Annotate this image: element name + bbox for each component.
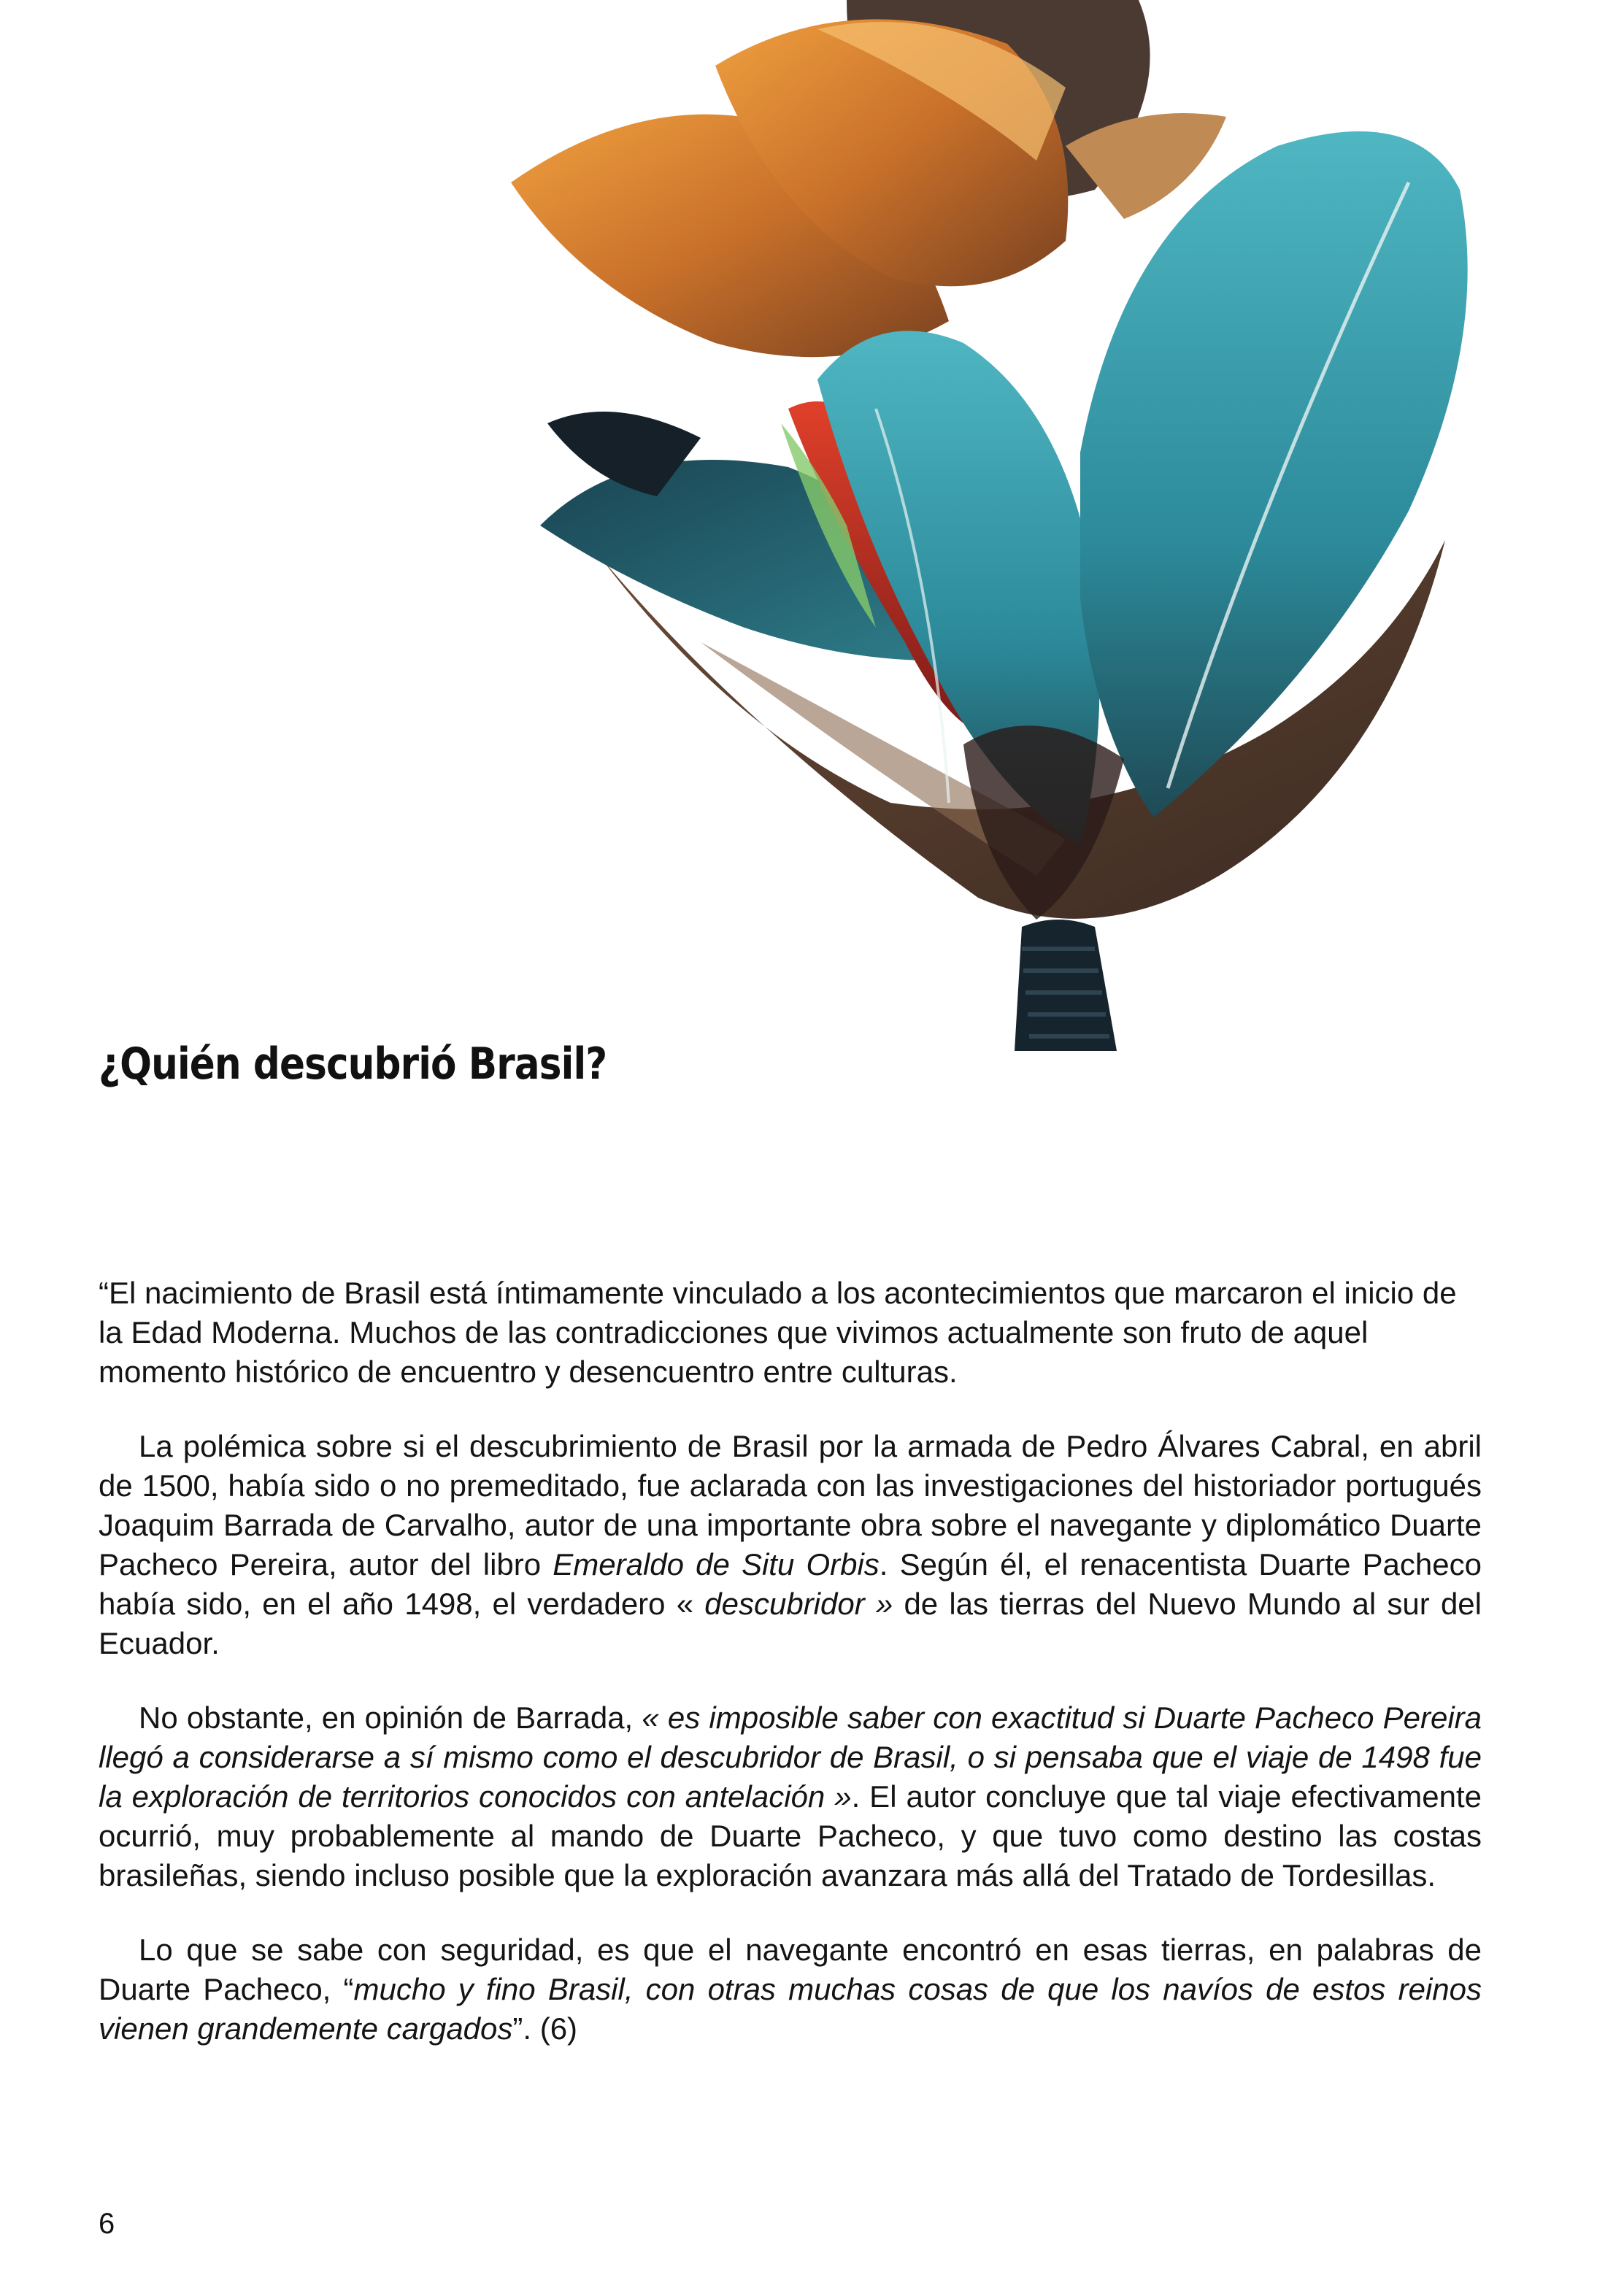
feather-photo bbox=[438, 0, 1518, 1051]
paragraph-cabral-text-1: La polémica sobre si el descubrimiento de Brasil por la armada de Pedro Álvares Cabral, en abril de 1500, había sido o no premeditado, fue aclarada con las investigaciones del historiador portugués Joaquim Barrada de Carvalho, autor de una importante obra sobre el navegante y diplomático Duarte Pacheco Pereira, autor del libro bbox=[99, 1429, 1482, 1582]
paragraph-cabral-text-3: de las tierras del Nuevo Mundo al sur del Ecuador. bbox=[99, 1587, 1482, 1660]
book-title: Emeraldo de Situ Orbis bbox=[553, 1547, 880, 1582]
paragraph-conclusion-text-1: Lo que se sabe con seguridad, es que el navegante encontró en esas tierras, en palabras de Duarte Pacheco, “ bbox=[99, 1933, 1482, 2006]
paragraph-barrada-text-1: No obstante, en opinión de Barrada, bbox=[139, 1700, 642, 1735]
page-title: ¿Quién descubrió Brasil? bbox=[99, 1039, 607, 1090]
barrada-quote: « es imposible saber con exactitud si Duarte Pacheco Pereira llegó a considerarse a sí mismo como el descubridor de Brasil, o si pensaba que el viaje de 1498 fue la exploración de territorios conocidos con antelación » bbox=[99, 1700, 1482, 1814]
paragraph-intro: “El nacimiento de Brasil está íntimamente vinculado a los acontecimientos que marcaron el inicio de la Edad Moderna. Muchos de las contradicciones que vivimos actualmente son fruto de aquel momento histórico de encuentro y desencuentro entre culturas. bbox=[99, 1276, 1457, 1389]
paragraph-conclusion-text-2: ”. (6) bbox=[512, 2011, 578, 2046]
feather-headdress-icon bbox=[438, 0, 1518, 1051]
page-number: 6 bbox=[99, 2208, 115, 2240]
term-descubridor: descubridor » bbox=[704, 1587, 893, 1621]
paragraph-barrada bbox=[99, 1698, 1482, 1895]
paragraph-cabral bbox=[99, 1427, 1482, 1663]
pacheco-quote: mucho y fino Brasil, con otras muchas cosas de que los navíos de estos reinos vienen grandemente cargados bbox=[99, 1972, 1482, 2046]
paragraph-barrada-text-2: . El autor concluye que tal viaje efectivamente ocurrió, muy probablemente al mando de Duarte Pacheco, y que tuvo como destino las costas brasileñas, siendo incluso posible que la exploración avanzara más allá del Tratado de Tordesillas. bbox=[99, 1779, 1482, 1892]
article-body bbox=[99, 1274, 1482, 2084]
paragraph-cabral-text-2: . Según él, el renacentista Duarte Pacheco había sido, en el año 1498, el verdadero « bbox=[99, 1547, 1482, 1621]
paragraph-conclusion bbox=[99, 1930, 1482, 2049]
